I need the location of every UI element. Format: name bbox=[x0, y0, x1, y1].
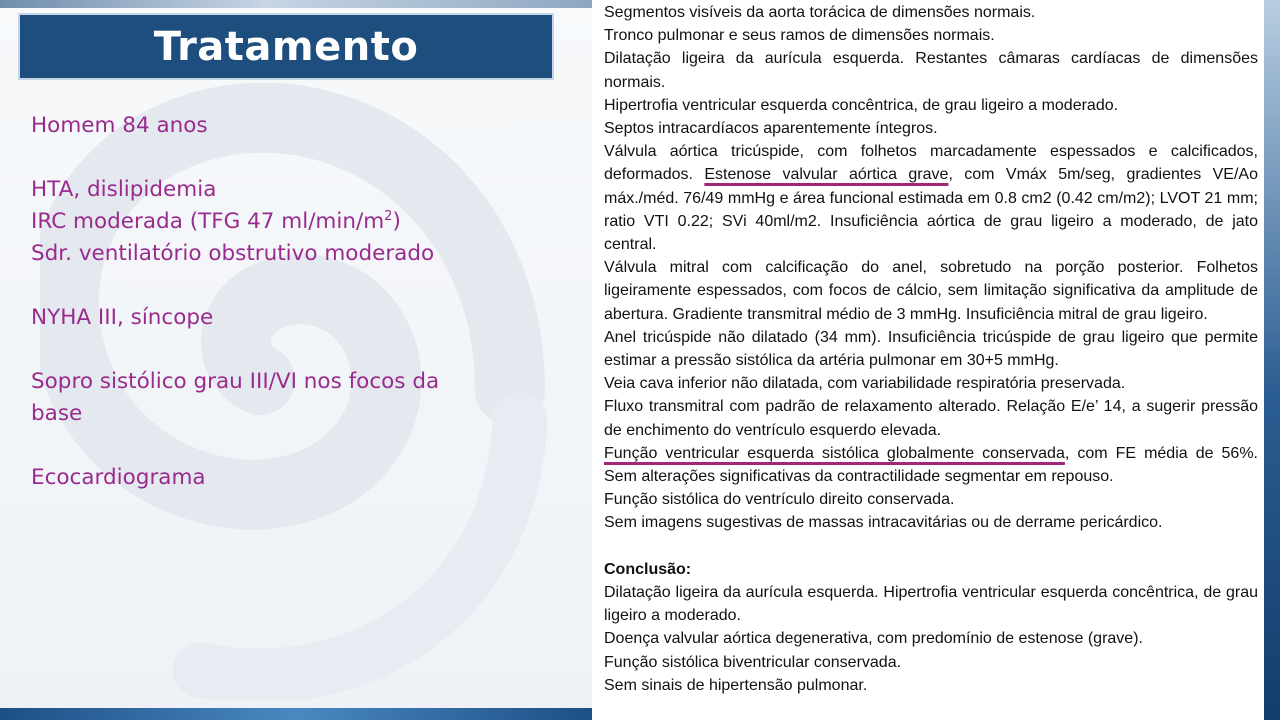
report-transmitral-flow: Fluxo transmitral com padrão de relaxamento alterado. Relação E/e’ 14, a sugerir pressão de enchimento do ventrículo esquerdo elevada. bbox=[604, 398, 1258, 439]
lv-function-highlight: Função ventricular esquerda sistólica globalmente conservada bbox=[604, 444, 1065, 462]
renal-fact bbox=[31, 206, 551, 238]
renal-fact-close: ) bbox=[392, 209, 401, 234]
report-lv-function bbox=[604, 442, 1258, 488]
report-pulmonary-trunk: Tronco pulmonar e seus ramos de dimensões normais. bbox=[604, 27, 995, 45]
conclusion-item: Sem sinais de hipertensão pulmonar. bbox=[604, 676, 868, 694]
spacer bbox=[31, 334, 551, 366]
spacer bbox=[31, 142, 551, 174]
history-fact: HTA, dislipidemia bbox=[31, 177, 217, 202]
conclusion-item: Função sistólica biventricular conservada. bbox=[604, 653, 902, 671]
report-rv-function: Função sistólica do ventrículo direito conservada. bbox=[604, 491, 955, 509]
report-mitral-valve: Válvula mitral com calcificação do anel, sobretudo na porção posterior. Folhetos ligeiramente espessados, com focos de cálcio, sem limitação significativa da amplitude de abertura. Gradiente transmitral médio de 3 mmHg. Insuficiência mitral de grau ligeiro. bbox=[604, 259, 1258, 323]
aortic-stenosis-highlight: Estenose valvular aórtica grave bbox=[704, 166, 949, 184]
conclusion-item: Dilatação ligeira da aurícula esquerda. Hipertrofia ventricular esquerda concêntrica, de grau ligeiro a moderado. bbox=[604, 584, 1258, 625]
title-banner bbox=[18, 13, 554, 80]
aortic-valve-details: , com Vmáx 5m/seg, gradientes VE/Ao máx./méd. 76/49 mmHg e área funcional estimada em 0.8 cm2 (0.42 cm/m2); LVOT 21 mm; ratio VTI 0.22; SVi 40ml/m2. Insuficiência aórtica de grau ligeiro a moderado, de jato central. bbox=[604, 166, 1258, 254]
conclusion-item: Doença valvular aórtica degenerativa, com predomínio de estenose (grave). bbox=[604, 630, 1143, 648]
report-ivc: Veia cava inferior não dilatada, com variabilidade respiratória preservada. bbox=[604, 375, 1126, 393]
murmur-fact-continued: base bbox=[31, 401, 83, 426]
ventilatory-fact: Sdr. ventilatório obstrutivo moderado bbox=[31, 241, 435, 266]
conclusion-heading: Conclusão: bbox=[604, 560, 692, 578]
murmur-fact: Sopro sistólico grau III/VI nos focos da bbox=[31, 369, 440, 394]
report-septa: Septos intracardíacos aparentemente íntegros. bbox=[604, 120, 938, 138]
right-decorative-edge bbox=[1264, 0, 1280, 720]
echo-report-text bbox=[604, 1, 1258, 697]
spacer bbox=[31, 270, 551, 302]
report-tricuspid: Anel tricúspide não dilatado (34 mm). Insuficiência tricúspide de grau ligeiro que permite estimar a pressão sistólica da artéria pulmonar em 30+5 mmHg. bbox=[604, 328, 1258, 370]
nyha-fact: NYHA III, síncope bbox=[31, 305, 214, 330]
renal-fact-text: IRC moderada (TFG 47 ml/min/m bbox=[31, 209, 385, 234]
renal-fact-superscript: 2 bbox=[384, 208, 393, 224]
echo-report-panel bbox=[592, 0, 1264, 720]
slide-panel bbox=[0, 0, 592, 720]
top-decorative-strip bbox=[0, 0, 592, 8]
report-lv-hypertrophy: Hipertrofia ventricular esquerda concêntrica, de grau ligeiro a moderado. bbox=[604, 96, 1119, 114]
clinical-summary bbox=[31, 110, 551, 494]
spacer bbox=[604, 535, 1258, 558]
exam-fact: Ecocardiograma bbox=[31, 465, 206, 490]
report-chambers: Dilatação ligeira da aurícula esquerda. Restantes câmaras cardíacas de dimensões normais. bbox=[604, 50, 1258, 91]
report-aortic-valve bbox=[604, 140, 1258, 256]
lv-function-details: , com FE média de 56%. Sem alterações significativas da contractilidade segmentar em repouso. bbox=[604, 444, 1258, 486]
bottom-decorative-strip bbox=[0, 708, 592, 720]
report-aorta: Segmentos visíveis da aorta torácica de dimensões normais. bbox=[604, 4, 1036, 21]
report-no-masses: Sem imagens sugestivas de massas intracavitárias ou de derrame pericárdico. bbox=[604, 514, 1163, 532]
slide-title: Tratamento bbox=[153, 23, 419, 70]
aortic-valve-text: Válvula aórtica tricúspide, com folhetos marcadamente espessados e calcificados, deformados. bbox=[604, 143, 1258, 184]
spacer bbox=[31, 430, 551, 462]
patient-fact: Homem 84 anos bbox=[31, 113, 208, 138]
